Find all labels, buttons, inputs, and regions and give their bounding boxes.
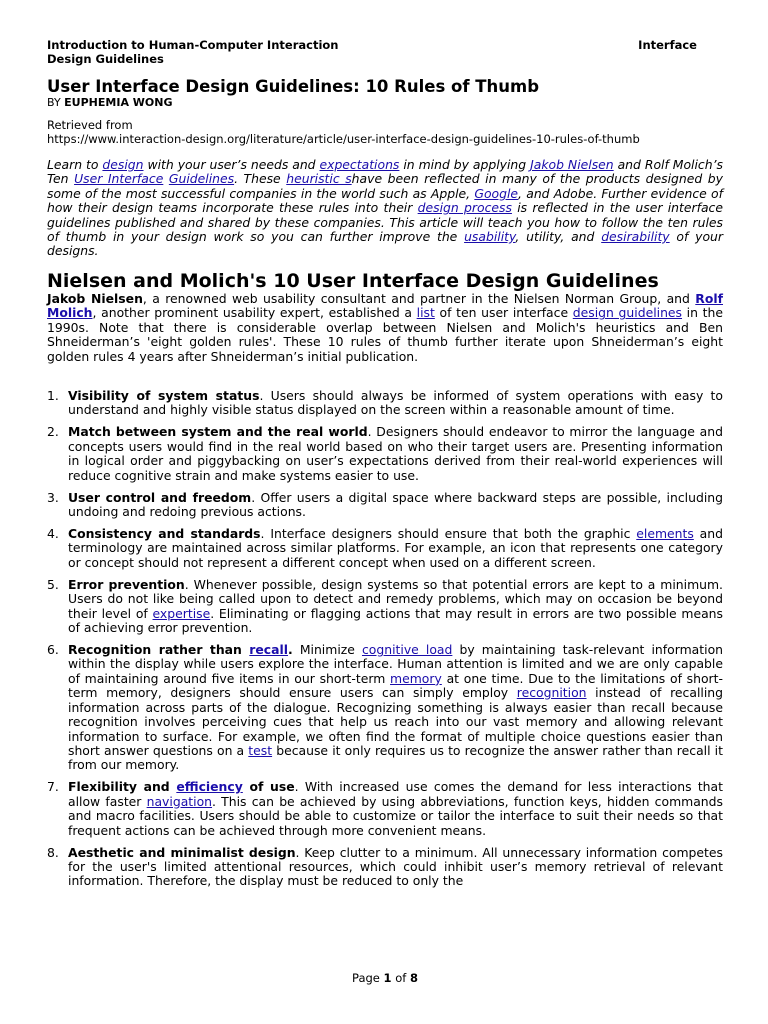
link-jakob-nielsen[interactable]: Jakob Nielsen [530, 157, 614, 172]
section-heading: Nielsen and Molich's 10 User Interface Design Guidelines [47, 270, 659, 292]
rules-list [47, 389, 723, 896]
link-rolf-molich[interactable]: Rolf Molich [47, 291, 723, 321]
link-design-process[interactable]: design process [417, 200, 512, 216]
list-item: 1. Visibility of system status. Users should always be informed of system operations with easy to understand and highly visible status displayed on the screen within a reasonable amount of time. [47, 388, 723, 418]
intro-paragraph: Learn to design with your user’s needs and expectations in mind by applying Jakob Nielsen and Rolf Molich’s Ten User Interface Guidelines. These heuristic shave been reflected in many of the products designed by some of the most successful companies in the world such as Apple, Google, and Adobe. Further evidence of how their design teams incorporate these rules into their design process is reflected in the user interface guidelines published and shared by these companies. This article will teach you how to follow the ten rules of thumb in your design work so you can further improve the usability, utility, and desirability of your designs. [47, 157, 724, 259]
link-desirability[interactable]: desirability [601, 229, 670, 245]
article-title: User Interface Design Guidelines: 10 Rules of Thumb [47, 77, 540, 96]
author-name: EUPHEMIA WONG [64, 96, 173, 109]
section-paragraph: Jakob Nielsen, a renowned web usability consultant and partner in the Nielsen Norman Group, and Rolf Molich, another prominent usability expert, established a list of ten user interface design guidelines in the 1990s. Note that there is considerable overlap between Nielsen and Molich's heuristics and Ben Shneiderman’s 'eight golden rules'. These 10 rules of thumb further iterate upon Shneiderman’s eight golden rules 4 years after Shneiderman’s initial publication. [47, 291, 723, 364]
link-recall[interactable]: recall [249, 642, 289, 658]
source-url[interactable]: https://www.interaction-design.org/literature/article/user-interface-design-guidelines-10-rules-of-thumb [47, 132, 640, 146]
link-heuristic[interactable]: heuristic s [286, 171, 352, 187]
link-guidelines[interactable]: Guidelines [168, 171, 235, 187]
running-header [47, 38, 723, 66]
list-item: 4. Consistency and standards. Interface designers should ensure that both the graphic elements and terminology are maintained across similar platforms. For example, an icon that represents one category or concept should not represent a different concept when used on a different screen. [47, 526, 723, 570]
header-left: Introduction to Human-Computer Interaction [47, 38, 339, 52]
link-cognitive-load[interactable]: cognitive load [361, 642, 453, 658]
link-expectations[interactable]: expectations [319, 157, 400, 172]
list-item: 8. Aesthetic and minimalist design. Keep clutter to a minimum. All unnecessary information competes for the user's limited attentional resources, which could inhibit user’s memory retrieval of relevant information. Therefore, the display must be reduced to only the [47, 844, 723, 889]
link-recognition[interactable]: recognition [516, 685, 587, 701]
list-item: 5. Error prevention. Whenever possible, design systems so that potential errors are kept to a minimum. Users do not like being called upon to detect and remedy problems, which may on occasion be beyond their level of expertise. Eliminating or flagging actions that may result in errors are two possible means of achieving error prevention. [47, 576, 723, 636]
link-design-guidelines[interactable]: design guidelines [572, 305, 683, 321]
header-right: Interface [638, 38, 697, 52]
link-memory[interactable]: memory [390, 670, 442, 686]
page-footer: Page 1 of 8 [352, 971, 418, 985]
link-elements[interactable]: elements [636, 526, 694, 542]
link-navigation[interactable]: navigation [146, 793, 213, 809]
link-expertise[interactable]: expertise [152, 605, 211, 621]
link-design[interactable]: design [102, 157, 144, 172]
link-google[interactable]: Google [474, 185, 519, 201]
list-item: 3. User control and freedom. Offer users a digital space where backward steps are possible, including undoing and redoing previous actions. [47, 489, 723, 520]
list-item: 6. Recognition rather than recall. Minimize cognitive load by maintaining task-relevant information within the display while users explore the interface. Human attention is limited and we are only capable of maintaining around five items in our short-term memory at one time. Due to the limitations of short-term memory, designers should ensure users can simply employ recognition instead of recalling information across parts of the dialogue. Recognizing something is always easier than recall because recognition involves perceiving cues that help us reach into our vast memory and allowing relevant information to surface. For example, we often find the format of multiple choice questions easier than short answer questions on a test because it only requires us to recognize the answer rather than recall it from our memory. [47, 642, 724, 773]
byline: BY EUPHEMIA WONG [47, 96, 173, 109]
link-efficiency[interactable]: efficiency [176, 779, 243, 795]
link-usability[interactable]: usability [464, 229, 516, 245]
total-pages: 8 [409, 971, 418, 985]
header-line2: Design Guidelines [47, 52, 164, 66]
link-test[interactable]: test [248, 742, 273, 758]
retrieved-from: Retrieved from https://www.interaction-design.org/literature/article/user-interface-design-guidelines-10-rules-of-thumb [47, 118, 640, 146]
link-list[interactable]: list [416, 305, 435, 321]
list-item: 7. Flexibility and efficiency of use. With increased use comes the demand for less interactions that allow faster navigation. This can be achieved by using abbreviations, function keys, hidden commands and macro facilities. Users should be able to customize or tailor the interface to suit their needs so that frequent actions can be achieved through more convenient means. [47, 779, 723, 838]
link-user-interface[interactable]: User Interface [74, 171, 164, 187]
list-item: 2. Match between system and the real world. Designers should endeavor to mirror the language and concepts users would find in the real world based on who their target users are. Presenting information in logical order and piggybacking on user’s expectations derived from their real-world experiences will reduce cognitive strain and make systems easier to use. [47, 424, 723, 483]
current-page: 1 [383, 971, 392, 985]
